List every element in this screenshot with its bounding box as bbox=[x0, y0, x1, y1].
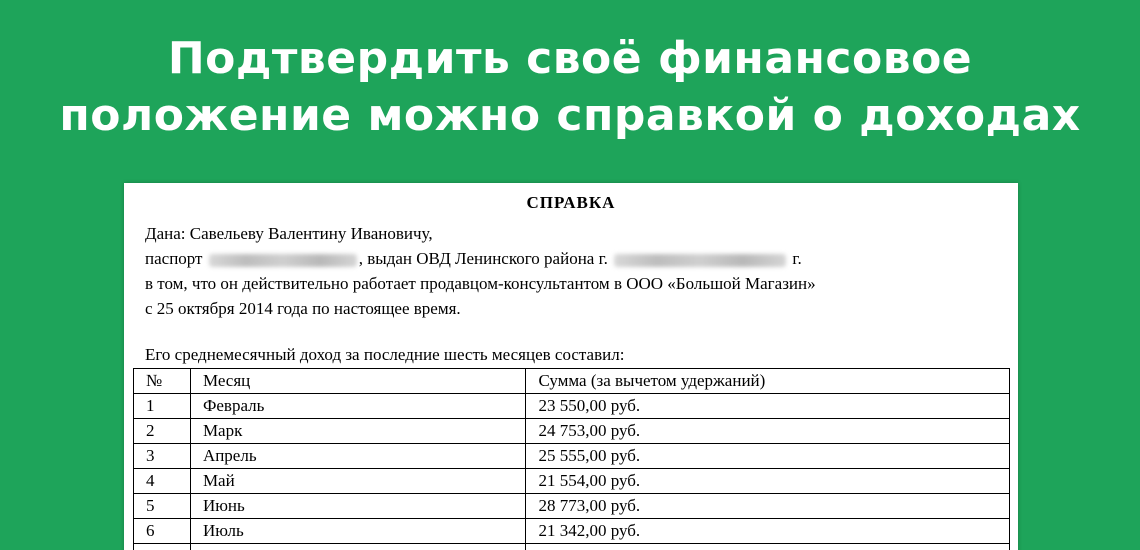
table-row bbox=[134, 394, 1010, 419]
table-row bbox=[134, 519, 1010, 544]
income-intro-line: Его среднемесячный доход за последние шесть месяцев составил: bbox=[145, 345, 625, 364]
row-number-empty bbox=[134, 544, 191, 550]
table-row bbox=[134, 419, 1010, 444]
passport-suffix: г. bbox=[792, 249, 802, 268]
since-line: с 25 октября 2014 года по настоящее время. bbox=[145, 299, 461, 318]
column-header-amount: Сумма (за вычетом удержаний) bbox=[526, 369, 1010, 394]
row-month: Июнь bbox=[190, 494, 526, 519]
row-month: Апрель bbox=[190, 444, 526, 469]
row-amount: 24 753,00 руб. bbox=[526, 419, 1010, 444]
row-amount: 25 555,00 руб. bbox=[526, 444, 1010, 469]
redacted-city bbox=[614, 254, 786, 267]
headline-line-2: положение можно справкой о доходах bbox=[59, 90, 1081, 141]
table-row bbox=[134, 469, 1010, 494]
income-table bbox=[133, 368, 1010, 550]
row-month-empty bbox=[190, 544, 526, 550]
row-month: Июль bbox=[190, 519, 526, 544]
row-number: 1 bbox=[134, 394, 191, 419]
row-number: 2 bbox=[134, 419, 191, 444]
table-row-empty bbox=[134, 544, 1010, 550]
passport-issued-by: , выдан ОВД Ленинского района г. bbox=[358, 249, 608, 268]
row-amount: 28 773,00 руб. bbox=[526, 494, 1010, 519]
table-header-row bbox=[134, 369, 1010, 394]
column-header-number: № bbox=[134, 369, 191, 394]
table-row bbox=[134, 444, 1010, 469]
headline bbox=[0, 30, 1140, 144]
row-month: Февраль bbox=[190, 394, 526, 419]
passport-prefix: паспорт bbox=[145, 249, 203, 268]
row-amount: 21 554,00 руб. bbox=[526, 469, 1010, 494]
row-amount: 21 342,00 руб. bbox=[526, 519, 1010, 544]
income-certificate-document bbox=[124, 183, 1018, 550]
row-number: 5 bbox=[134, 494, 191, 519]
table-row bbox=[134, 494, 1010, 519]
row-number: 4 bbox=[134, 469, 191, 494]
passport-line bbox=[145, 249, 802, 269]
redacted-passport-number bbox=[209, 254, 357, 267]
headline-line-1: Подтвердить своё финансовое bbox=[167, 33, 973, 84]
row-number: 6 bbox=[134, 519, 191, 544]
row-number: 3 bbox=[134, 444, 191, 469]
row-amount: 23 550,00 руб. bbox=[526, 394, 1010, 419]
column-header-month: Месяц bbox=[190, 369, 526, 394]
row-month: Май bbox=[190, 469, 526, 494]
document-title: СПРАВКА bbox=[526, 193, 616, 212]
row-amount-empty bbox=[526, 544, 1010, 550]
employment-line: в том, что он действительно работает продавцом-консультантом в ООО «Большой Магазин» bbox=[145, 274, 816, 293]
row-month: Марк bbox=[190, 419, 526, 444]
issued-to-line: Дана: Савельеву Валентину Ивановичу, bbox=[145, 224, 433, 243]
